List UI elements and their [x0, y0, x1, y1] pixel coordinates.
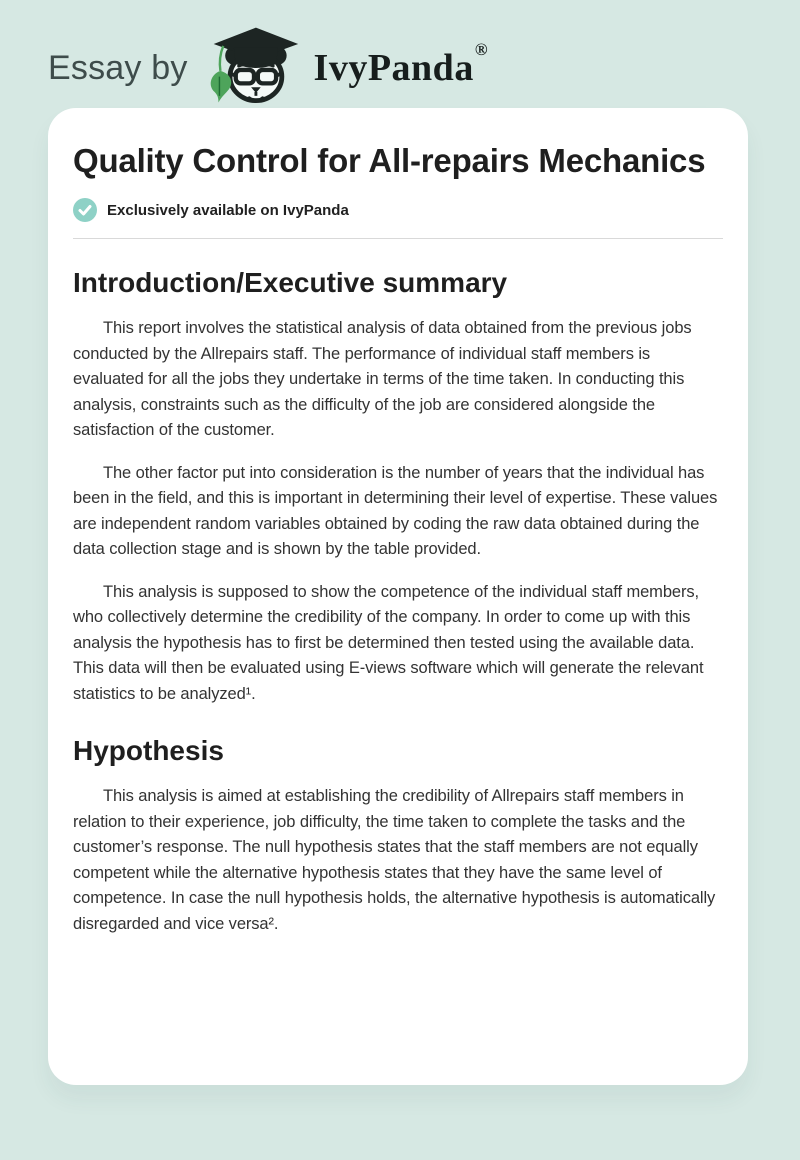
site-header [0, 0, 800, 108]
divider [73, 238, 723, 239]
section-heading-hypothesis: Hypothesis [73, 735, 224, 766]
essay-card [48, 108, 748, 1085]
intro-paragraph-1: This report involves the statistical analysis of data obtained from the previous jobs conducted by the Allrepairs staff. The performance of individual staff members is evaluated for all the jobs they undertake in terms of the time taken. In conducting this analysis, constraints such as the difficulty of the job are considered alongside the satisfaction of the customer. [73, 319, 692, 439]
brand-text: IvyPanda [313, 47, 474, 89]
exclusive-badge [73, 198, 723, 222]
essay-title: Quality Control for All-repairs Mechanics [73, 142, 706, 179]
registered-trademark: ® [474, 40, 489, 60]
panda-graduate-icon[interactable] [206, 26, 302, 110]
brand-name[interactable] [313, 40, 489, 90]
section-heading-introduction: Introduction/Executive summary [73, 267, 508, 298]
intro-paragraph-2: The other factor put into consideration is the number of years that the individual has been in the field, and this is important in determining their level of expertise. These values are independent random variables obtained by coding the raw data obtained during the data collection stage and is shown by the table provided. [73, 463, 718, 558]
check-icon [73, 198, 97, 222]
intro-paragraph-3: This analysis is supposed to show the competence of the individual staff members, who collectively determine the credibility of the company. In order to come up with this analysis the hypothesis has to first be determined then tested using the available data. This data will then be evaluated using E-views software which will generate the relevant statistics to be analyzed¹. [73, 582, 704, 703]
hypothesis-paragraph-1: This analysis is aimed at establishing the credibility of Allrepairs staff members in relation to their experience, job difficulty, the time taken to complete the tasks and the customer’s response. The null hypothesis states that the staff members are not equally competent while the alternative hypothesis states that they have the same level of competence. In case the null hypothesis holds, the alternative hypothesis is automatically disregarded and vice versa². [73, 787, 716, 933]
badge-label: Exclusively available on IvyPanda [107, 201, 349, 219]
essay-by-label: Essay by [48, 48, 188, 87]
